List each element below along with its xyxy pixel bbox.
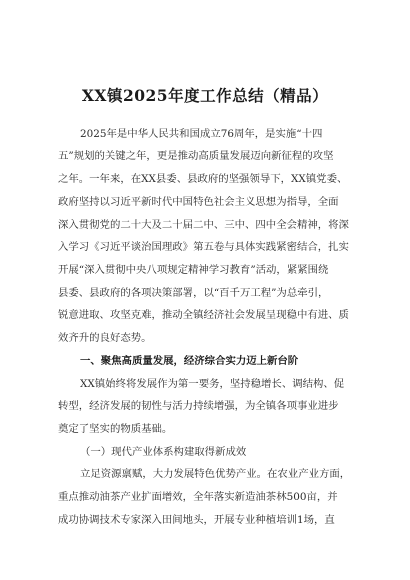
intro-line: 县委、县政府的各项决策部署，以“百千万工程”为总牵引，	[58, 287, 329, 299]
intro-line: 之年。一年来，在XX县委、县政府的坚强领导下，XX镇党委、	[58, 173, 348, 185]
body-line: 奠定了坚实的物质基础。	[58, 423, 173, 435]
intro-line: 入学习《习近平谈治国理政》第五卷与具体实践紧密结合，扎实	[58, 241, 349, 253]
body-line: 立足资源禀赋，大力发展特色优势产业。在农业产业方面，	[80, 468, 351, 480]
intro-line: 五”规划的关键之年，更是推动高质量发展迈向新征程的攻坚	[58, 150, 334, 162]
body-line: XX镇始终将发展作为第一要务，坚持稳增长、调结构、促	[80, 378, 345, 390]
intro-line: 开展“深入贯彻中央八项规定精神学习教育”活动，紧紧围绕	[58, 264, 329, 276]
intro-line: 效齐升的良好态势。	[58, 332, 152, 344]
document-title: XX镇2025年度工作总结（精品）	[81, 86, 329, 105]
intro-line: 政府坚持以习近平新时代中国特色社会主义思想为指导，全面	[58, 196, 339, 208]
intro-line: 2025年是中华人民共和国成立76周年，是实施“十四	[80, 128, 323, 140]
intro-line: 锐意进取、攻坚克难，推动全镇经济社会发展呈现稳中有进、质	[58, 309, 349, 321]
section-heading: 一、聚焦高质量发展，经济综合实力迈上新台阶	[80, 355, 299, 367]
body-line: 重点推动油茶产业扩面增效，全年落实新造油茶林500亩，并	[58, 491, 338, 503]
body-line: 成功协调技术专家深入田间地头，开展专业种植培训1场，直	[58, 514, 335, 526]
subsection-heading: （一）现代产业体系构建取得新成效	[80, 446, 247, 458]
intro-line: 深入贯彻党的二十大及二十届二中、三中、四中全会精神，将深	[58, 219, 349, 231]
body-line: 转型，经济发展的韧性与活力持续增强，为全镇各项事业进步	[58, 400, 339, 412]
